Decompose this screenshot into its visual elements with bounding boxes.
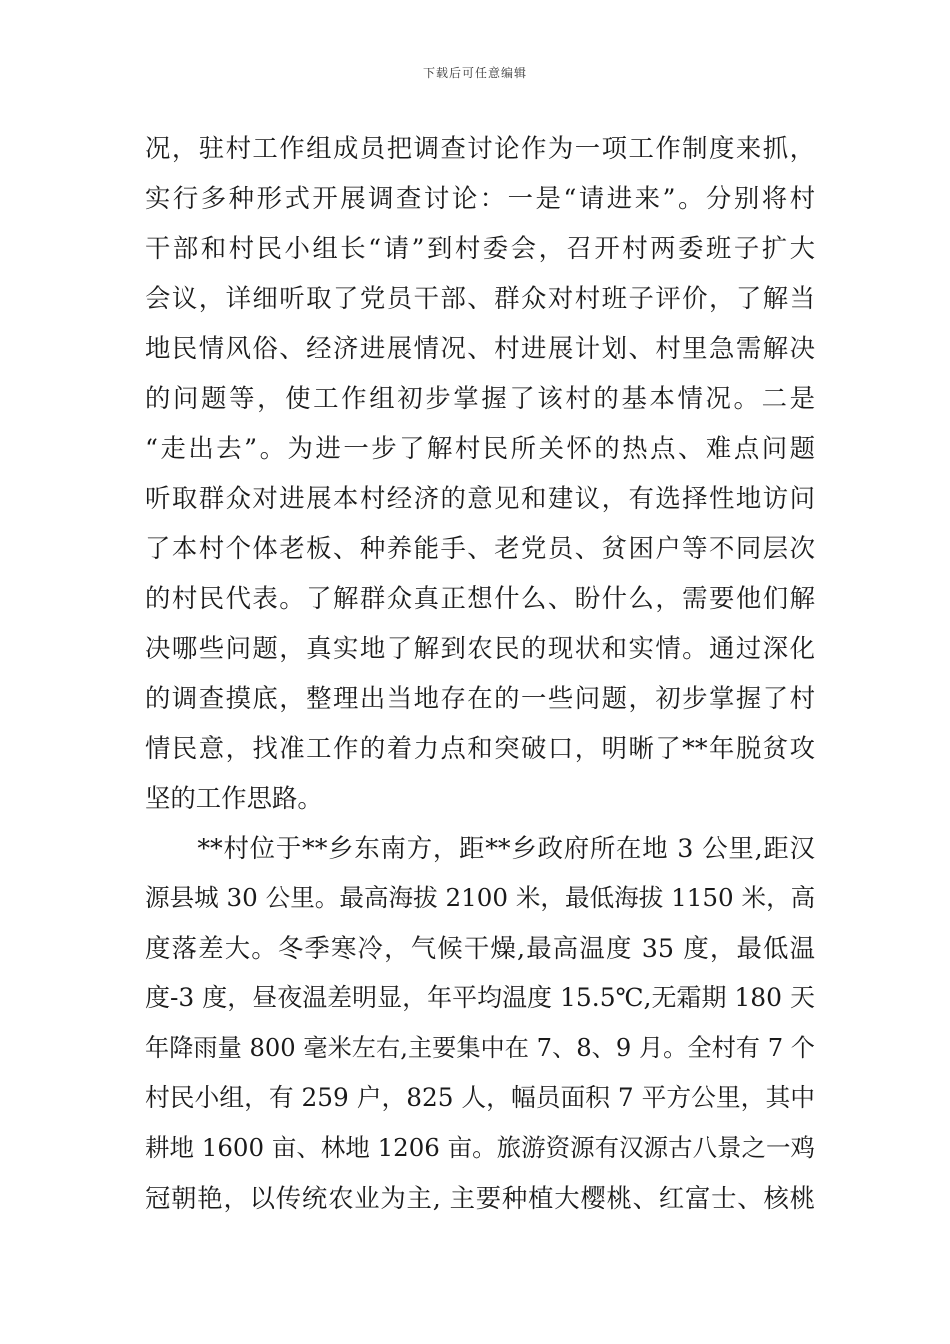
text-line: 年降雨量 800 毫米左右,主要集中在 7、8、9 月。全村有 7 个: [145, 1034, 815, 1062]
text-line: 会议，详细听取了党员干部、群众对村班子评价，了解当: [145, 283, 815, 313]
text-line: 的调查摸底，整理出当地存在的一些问题，初步掌握了村: [145, 683, 815, 713]
text-line: 听取群众对进展本村经济的意见和建议，有选择性地访问: [145, 483, 815, 513]
text-line: 度落差大。冬季寒冷，气候干燥,最高温度 35 度，最低温: [145, 933, 815, 963]
text-line: 源县城 30 公里。最高海拔 2100 米，最低海拔 1150 米，高: [145, 883, 816, 912]
text-line: 了本村个体老板、种养能手、老党员、贫困户等不同层次: [145, 533, 815, 563]
document-body: [145, 123, 815, 1223]
text-line: 的问题等，使工作组初步掌握了该村的基本情况。二是: [145, 383, 815, 413]
text-line: 耕地 1600 亩、林地 1206 亩。旅游资源有汉源古八景之一鸡: [145, 1133, 815, 1162]
text-line: 村民小组，有 259 户，825 人，幅员面积 7 平方公里，其中: [145, 1083, 815, 1112]
text-line: **村位于**乡东南方，距**乡政府所在地 3 公里,距汉: [145, 833, 815, 863]
text-line: 冠朝艳，以传统农业为主, 主要种植大樱桃、红富士、核桃: [145, 1183, 815, 1213]
text-line: 情民意，找准工作的着力点和突破口，明晰了**年脱贫攻: [145, 733, 815, 763]
text-line: 决哪些问题，真实地了解到农民的现状和实情。通过深化: [145, 633, 815, 663]
text-line: 实行多种形式开展调查讨论：一是“请进来”。分别将村: [145, 183, 815, 213]
text-line: 干部和村民小组长“请”到村委会，召开村两委班子扩大: [145, 233, 815, 263]
text-line: 的村民代表。了解群众真正想什么、盼什么，需要他们解: [145, 583, 815, 613]
page-header: 下载后可任意编辑: [422, 66, 527, 80]
text-line: 度-3 度，昼夜温差明显，年平均温度 15.5℃,无霜期 180 天: [145, 983, 815, 1012]
text-line: 地民情风俗、经济进展情况、村进展计划、村里急需解决: [145, 333, 815, 363]
text-line: 况，驻村工作组成员把调查讨论作为一项工作制度来抓，: [145, 133, 815, 163]
text-line: “走出去”。为进一步了解村民所关怀的热点、难点问题: [145, 433, 815, 463]
text-line: 坚的工作思路。: [145, 783, 323, 813]
